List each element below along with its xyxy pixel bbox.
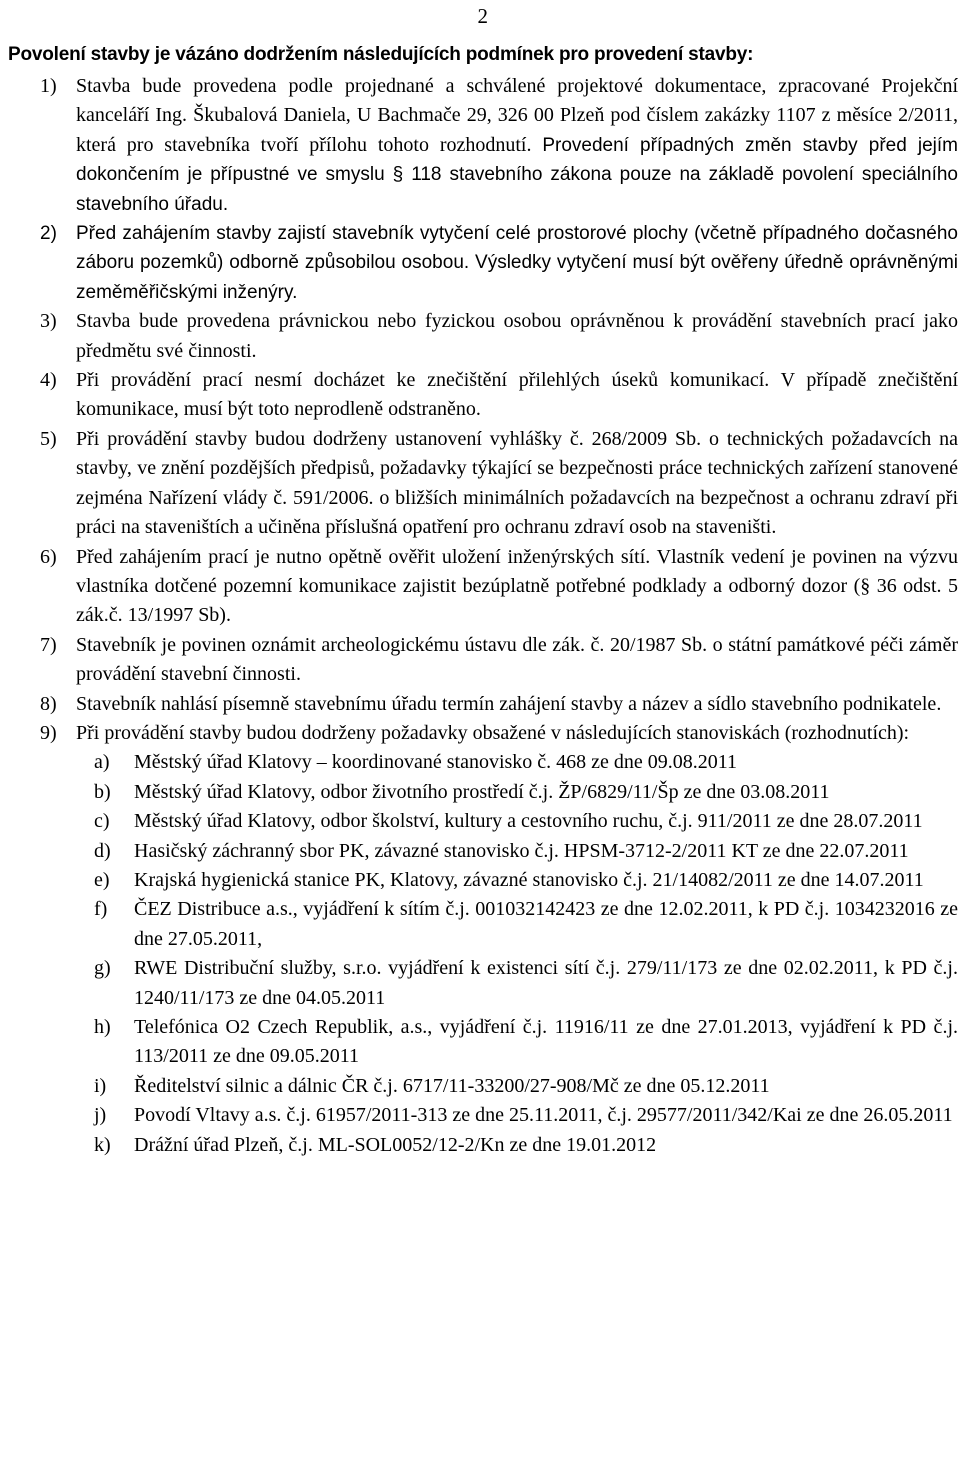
opinion-text: Ředitelství silnic a dálnic ČR č.j. 6717/11-33200/27-908/Mč ze dne 05.12.2011 [134, 1074, 770, 1097]
condition-item [40, 72, 958, 219]
opinion-text: Telefónica O2 Czech Republik, a.s., vyjádření č.j. 11916/11 ze dne 27.01.2013, vyjádření k PD č.j. 113/2011 ze dne 09.05.2011 [134, 1016, 958, 1068]
opinion-letter: f) [94, 898, 108, 921]
condition-text: Při provádění stavby budou dodrženy požadavky obsažené v následujících stanoviskách (rozhodnutích): [76, 721, 910, 744]
opinion-item [94, 748, 958, 777]
condition-text: Stavba bude provedena podle projednané a schválené projektové dokumentace, zpracované Projekční kanceláří Ing. Škubalová Daniela, U Bachmače 29, 326 00 Plzeň pod číslem zakázky 1107 z měsíce 2/2011, která pro stavebníka tvoří přílohu tohoto rozhodnutí. Provedení případných změn stavby před jejím dokončením je přípustné ve smyslu § 118 stavebního zákona pouze na základě povolení speciálního stavebního úřadu. [76, 75, 959, 215]
opinion-text: Městský úřad Klatovy, odbor životního prostředí č.j. ŽP/6829/11/Šp ze dne 03.08.2011 [134, 780, 830, 803]
condition-item [40, 543, 958, 631]
page-heading: Povolení stavby je vázáno dodržením následujících podmínek pro provedení stavby: [8, 44, 754, 65]
opinion-text: Krajská hygienická stanice PK, Klatovy, závazné stanovisko č.j. 21/14082/2011 ze dne 14.07.2011 [134, 868, 924, 891]
condition-number: 2) [40, 223, 57, 245]
opinion-text: Městský úřad Klatovy – koordinované stanovisko č. 468 ze dne 09.08.2011 [134, 751, 738, 774]
page-number: 2 [477, 4, 488, 28]
condition-text: Před zahájením prací je nutno opětně ověřit uložení inženýrských sítí. Vlastník vedení je povinen na výzvu vlastníka dotčené pozemní komunikace zajistit bezúplatně potřebné podklady a odborný dozor (§ 36 odst. 5 zák.č. 13/1997 Sb). [76, 545, 958, 627]
opinion-item [94, 1072, 958, 1101]
condition-number: 6) [40, 545, 57, 568]
condition-number: 1) [40, 75, 57, 97]
opinion-letter: h) [94, 1016, 111, 1038]
opinion-item [94, 1131, 958, 1160]
opinion-letter: e) [94, 868, 110, 891]
condition-text: Stavebník je povinen oznámit archeologickému ústavu dle zák. č. 20/1987 Sb. o státní památkové péči záměr provádění stavební činnosti. [76, 633, 958, 686]
opinion-text: RWE Distribuční služby, s.r.o. vyjádření k existenci sítí č.j. 279/11/173 ze dne 02.02.2011, k PD č.j. 1240/11/173 ze dne 04.05.2011 [134, 957, 958, 1009]
opinion-letter: d) [94, 839, 111, 862]
opinion-letter: i) [94, 1074, 107, 1097]
opinion-item [94, 778, 958, 807]
opinion-letter: j) [94, 1104, 107, 1127]
condition-text: Před zahájením stavby zajistí stavebník vytyčení celé prostorové plochy (včetně případného dočasného záboru pozemků) odborně způsobilou osobou. Výsledky vytyčení musí být ověřeny úředně oprávněnými zeměměřičskými inženýry. [76, 223, 958, 303]
condition-text: Stavba bude provedena právnickou nebo fyzickou osobou oprávněnou k provádění stavebních prací jako předmětu své činnosti. [76, 310, 958, 362]
opinion-text: Hasičský záchranný sbor PK, závazné stanovisko č.j. HPSM-3712-2/2011 KT ze dne 22.07.2011 [134, 839, 909, 862]
opinion-text: Drážní úřad Plzeň, č.j. ML-SOL0052/12-2/Kn ze dne 19.01.2012 [134, 1133, 657, 1156]
opinion-letter: a) [94, 751, 110, 774]
condition-item [40, 366, 958, 425]
condition-number: 3) [40, 310, 57, 333]
opinion-letter: g) [94, 957, 111, 980]
opinion-item [94, 895, 958, 954]
opinion-letter: k) [94, 1133, 111, 1156]
opinion-item [94, 1101, 958, 1130]
condition-item [40, 690, 958, 719]
condition-number: 5) [40, 427, 57, 450]
opinion-text: ČEZ Distribuce a.s., vyjádření k sítím č.j. 001032142423 ze dne 12.02.2011, k PD č.j. 1034232016 ze dne 27.05.2011, [134, 898, 958, 950]
condition-item [40, 719, 958, 748]
condition-number: 7) [40, 633, 57, 656]
opinion-text: Městský úřad Klatovy, odbor školství, kultury a cestovního ruchu, č.j. 911/2011 ze dne 28.07.2011 [134, 810, 923, 833]
condition-number: 9) [40, 721, 57, 744]
condition-item [40, 631, 958, 690]
condition-item [40, 219, 958, 307]
opinion-item [94, 866, 958, 895]
condition-number: 8) [40, 692, 57, 715]
opinion-letter: c) [94, 810, 110, 833]
opinion-letter: b) [94, 780, 111, 803]
opinion-text: Povodí Vltavy a.s. č.j. 61957/2011-313 ze dne 25.11.2011, č.j. 29577/2011/342/Kai ze dne 26.05.2011 [134, 1104, 953, 1127]
condition-text: Stavebník nahlásí písemně stavebnímu úřadu termín zahájení stavby a název a sídlo stavebního podnikatele. [76, 692, 942, 715]
condition-text: Při provádění prací nesmí docházet ke znečištění přilehlých úseků komunikací. V případě znečištění komunikace, musí být toto neprodleně odstraněno. [76, 369, 958, 421]
condition-number: 4) [40, 369, 57, 392]
opinion-item [94, 954, 958, 1013]
condition-item [40, 307, 958, 366]
opinion-item [94, 1013, 958, 1072]
opinion-item [94, 837, 958, 866]
condition-text: Při provádění stavby budou dodrženy ustanovení vyhlášky č. 268/2009 Sb. o technických požadavcích na stavby, ve znění pozdějších předpisů, požadavky týkající se bezpečnosti práce technických zařízení stanovené zejména Nařízení vlády č. 591/2006. o bližších minimálních požadavcích na bezpečnost a ochranu zdraví při práci na staveništích a učiněna příslušná opatření pro ochranu zdraví osob na staveništi. [76, 427, 958, 539]
opinion-item [94, 807, 958, 836]
conditions-list [40, 72, 958, 1160]
condition-item [40, 425, 958, 543]
